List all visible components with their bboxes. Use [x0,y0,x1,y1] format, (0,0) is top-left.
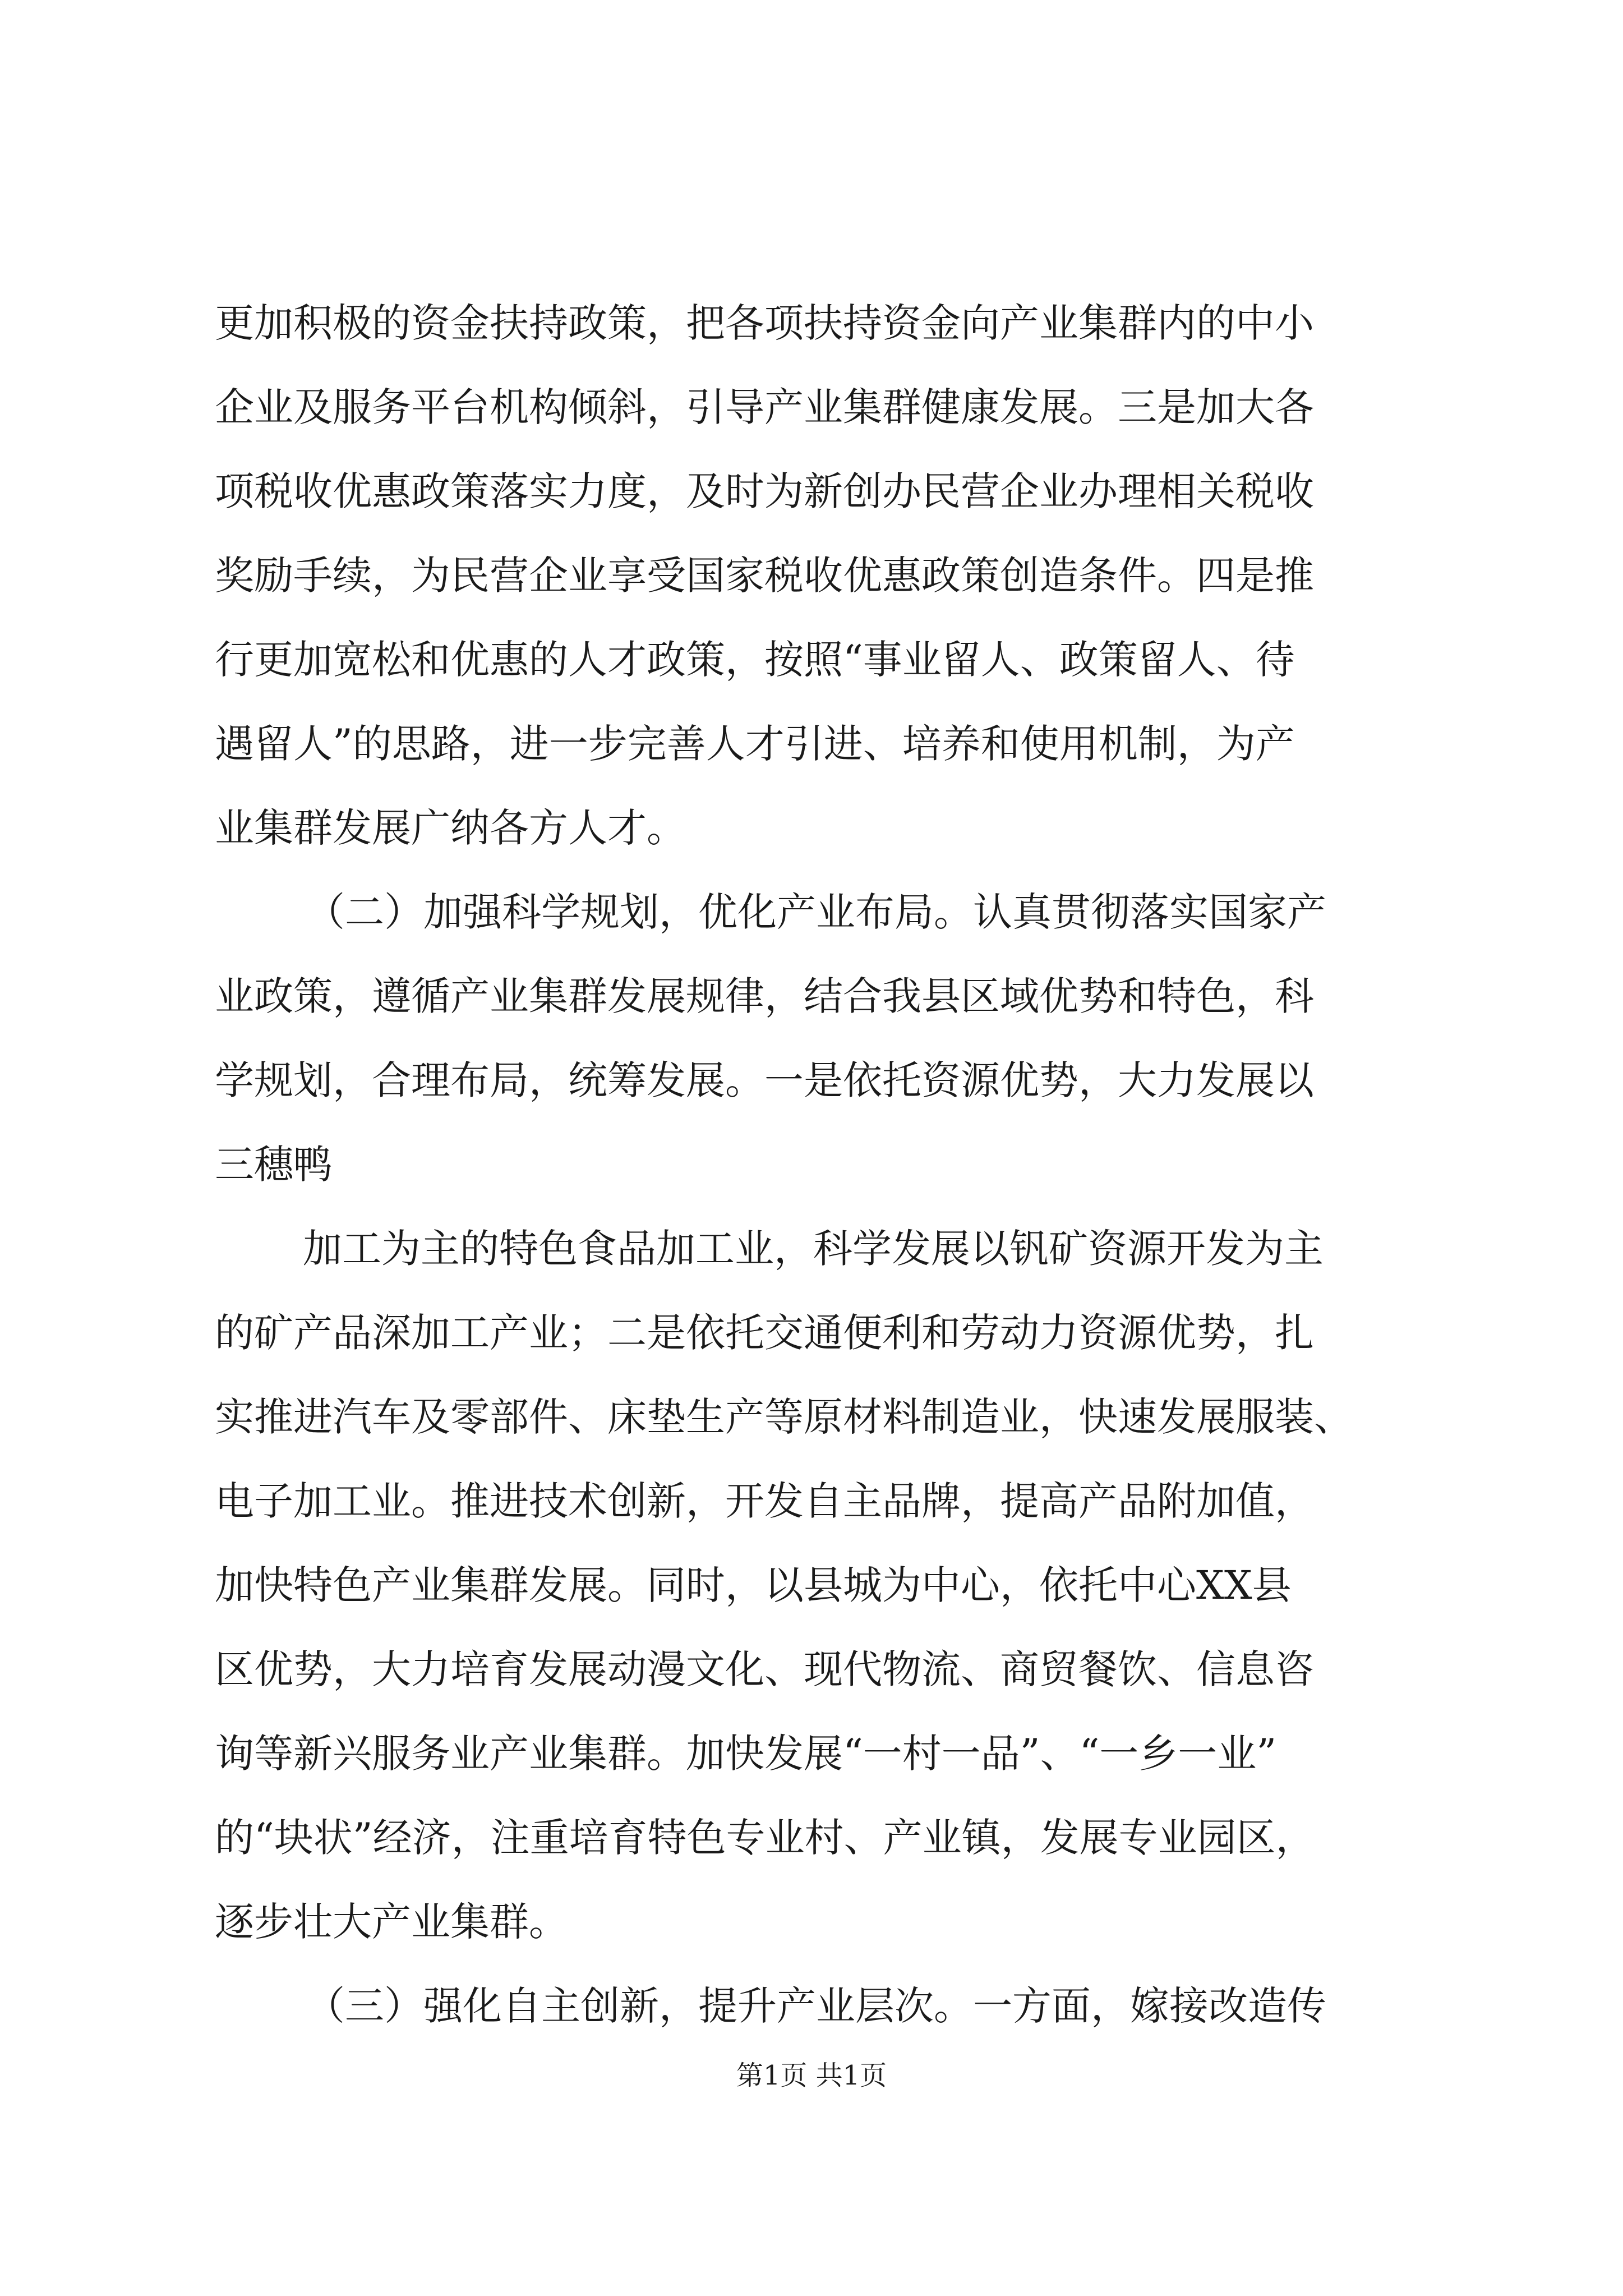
body-line-17: 区优势，大力培育发展动漫文化、现代物流、商贸餐饮、信息咨 [215,1646,1314,1692]
body-line-16: 加快特色产业集群发展。同时，以县城为中心，依托中心XX县 [215,1562,1292,1608]
page-footer: 第1页 共1页 [736,2060,887,2091]
body-line-9: 业政策，遵循产业集群发展规律，结合我县区域优势和特色，科 [215,973,1314,1019]
body-line-2: 企业及服务平台机构倾斜，引导产业集群健康发展。三是加大各 [215,384,1314,430]
body-line-13: 的矿产品深加工产业；二是依托交通便利和劳动力资源优势，扎 [215,1310,1314,1356]
body-line-5: 行更加宽松和优惠的人才政策，按照“事业留人、政策留人、待 [215,637,1295,683]
body-line-6: 遇留人”的思路，进一步完善人才引进、培养和使用机制，为产 [215,721,1295,767]
body-line-15: 电子加工业。推进技术创新，开发自主品牌，提高产品附加值， [215,1478,1314,1524]
body-line-7: 业集群发展广纳各方人才。 [215,805,686,851]
section-heading-2: （二）加强科学规划，优化产业布局。认真贯彻落实国家产 [306,889,1326,935]
body-line-18: 询等新兴服务业产业集群。加快发展“一村一品”、“一乡一业” [215,1731,1277,1777]
body-line-4: 奖励手续，为民营企业享受国家税收优惠政策创造条件。四是推 [215,553,1314,599]
body-line-19: 的“块状”经济，注重培育特色专业村、产业镇，发展专业园区， [215,1815,1315,1861]
body-line-20: 逐步壮大产业集群。 [215,1899,568,1945]
body-line-10: 学规划，合理布局，统筹发展。一是依托资源优势，大力发展以 [215,1057,1314,1103]
body-line-12: 加工为主的特色食品加工业，科学发展以钒矿资源开发为主 [303,1226,1324,1272]
section-heading-3: （三）强化自主创新，提升产业层次。一方面，嫁接改造传 [306,1983,1326,2029]
body-line-11: 三穗鸭 [215,1142,333,1188]
body-line-3: 项税收优惠政策落实力度，及时为新创办民营企业办理相关税收 [215,468,1314,514]
body-line-14: 实推进汽车及零部件、床垫生产等原材料制造业，快速发展服装、 [215,1394,1353,1440]
body-line-1: 更加积极的资金扶持政策，把各项扶持资金向产业集群内的中小 [215,300,1314,346]
